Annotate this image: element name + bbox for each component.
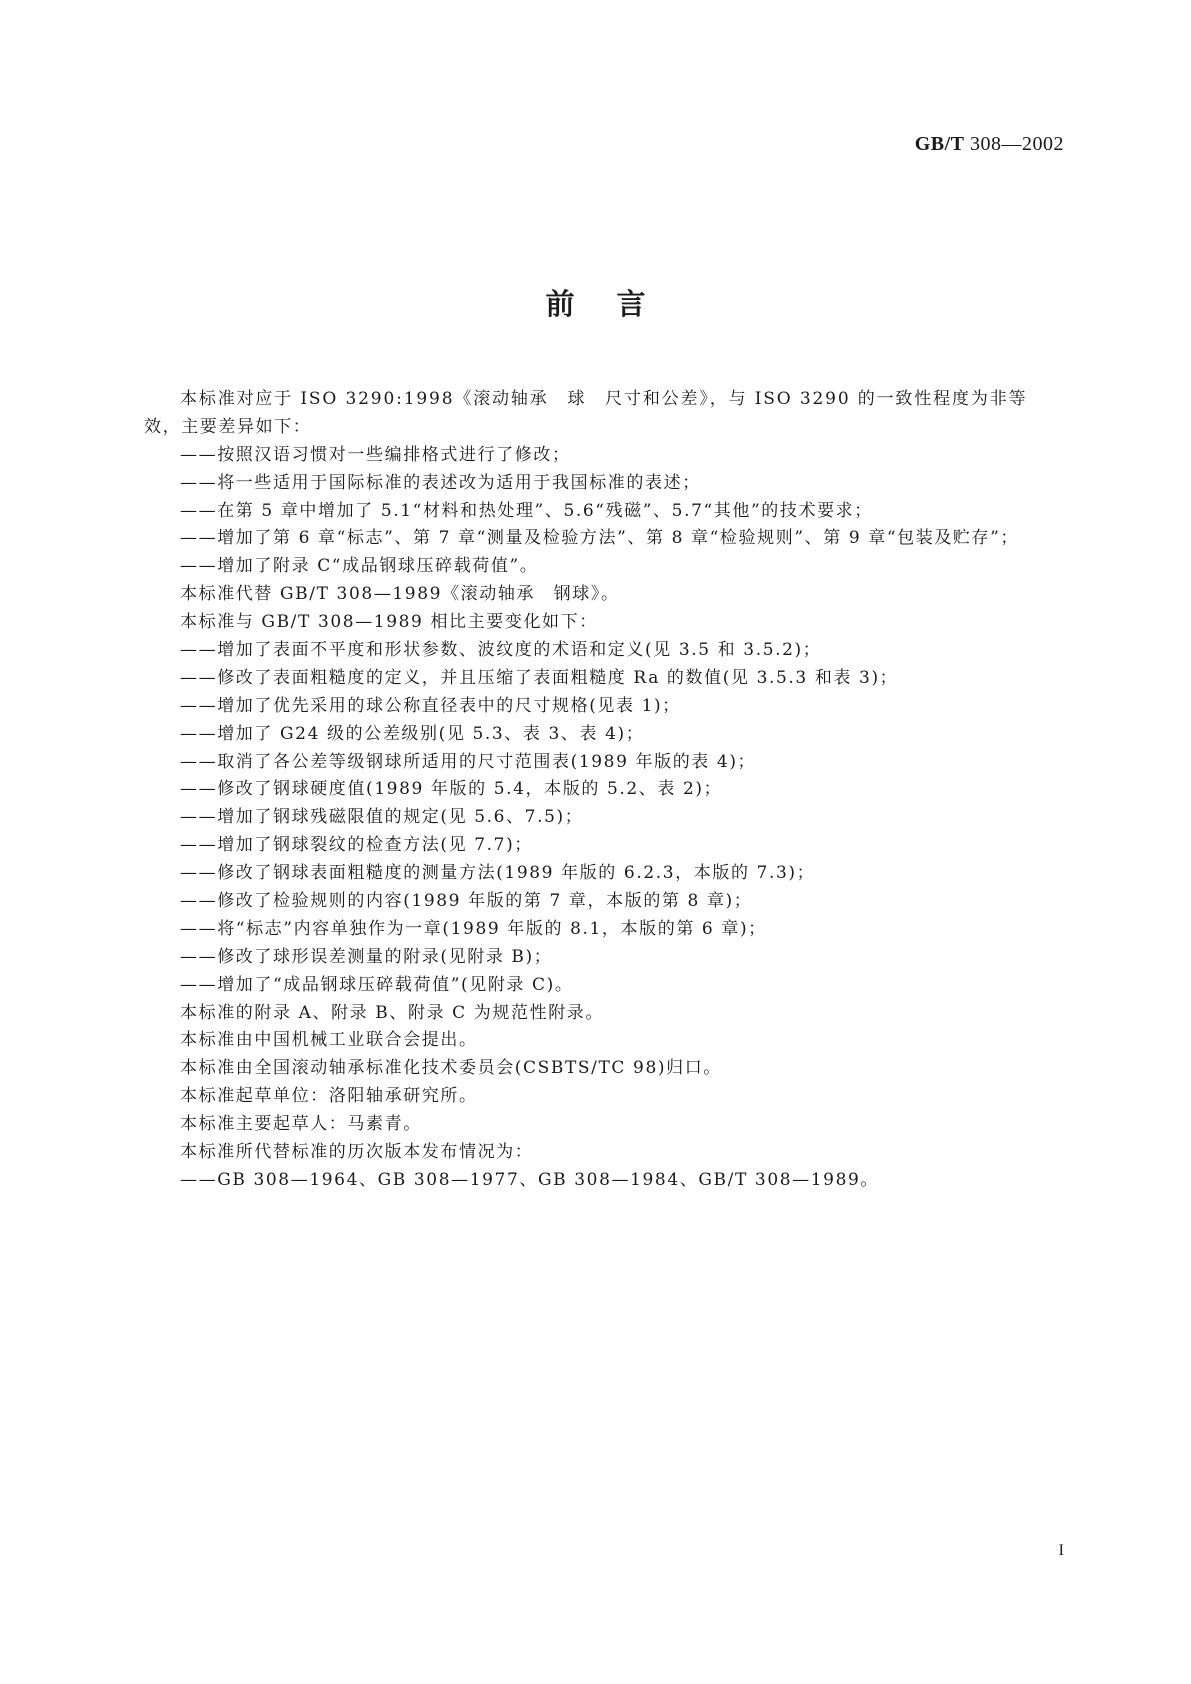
- list-item: ——修改了检验规则的内容(1989 年版的第 7 章，本版的第 8 章)；: [180, 891, 753, 912]
- list-item: ——增加了第 6 章“标志”、第 7 章“测量及检验方法”、第 8 章“检验规则”、第 9 章“包装及贮存”；: [180, 528, 1020, 549]
- paragraph-correspondence: 本标准对应于 ISO 3290:1998《滚动轴承 球 尺寸和公差》，与 ISO 3290 的一致性程度为非等: [180, 389, 1028, 409]
- document-code-number: 308—2002: [970, 133, 1064, 155]
- paragraph-proposer: 本标准由中国机械工业联合会提出。: [180, 1030, 478, 1051]
- list-item: ——将“标志”内容单独作为一章(1989 年版的 8.1，本版的第 6 章)；: [180, 918, 767, 939]
- document-code: [915, 133, 1064, 156]
- list-item: ——增加了钢球裂纹的检查方法(见 7.7)；: [180, 835, 533, 856]
- list-item: ——修改了钢球硬度值(1989 年版的 5.4，本版的 5.2、表 2)；: [180, 779, 723, 800]
- paragraph-drafting-unit: 本标准起草单位：洛阳轴承研究所。: [180, 1086, 478, 1107]
- list-item: ——修改了球形误差测量的附录(见附录 B)；: [180, 946, 553, 967]
- page-number: I: [1058, 1542, 1064, 1559]
- list-item: ——增加了钢球残磁限值的规定(见 5.6、7.5)；: [180, 807, 584, 828]
- paragraph-drafter: 本标准主要起草人：马素青。: [180, 1114, 422, 1135]
- list-item: ——取消了各公差等级钢球所适用的尺寸范围表(1989 年版的表 4)；: [180, 751, 757, 772]
- list-item: ——按照汉语习惯对一些编排格式进行了修改；: [180, 444, 571, 465]
- list-item: ——增加了 G24 级的公差级别(见 5.3、表 3、表 4)；: [180, 723, 645, 744]
- paragraph-history-intro: 本标准所代替标准的历次版本发布情况为：: [180, 1142, 534, 1163]
- list-item: ——增加了优先采用的球公称直径表中的尺寸规格(见表 1)；: [180, 695, 681, 716]
- list-item: ——GB 308—1964、GB 308—1977、GB 308—1984、GB/T 308—1989。: [180, 1169, 880, 1190]
- list-item: ——增加了表面不平度和形状参数、波纹度的术语和定义(见 3.5 和 3.5.2)；: [180, 640, 822, 661]
- paragraph-changes-intro: 本标准与 GB/T 308—1989 相比主要变化如下：: [180, 612, 598, 633]
- document-code-prefix: GB/T: [914, 133, 965, 155]
- paragraph-replacement: 本标准代替 GB/T 308—1989《滚动轴承 钢球》。: [180, 584, 620, 605]
- list-item: ——增加了附录 C“成品钢球压碎载荷值”。: [180, 556, 539, 577]
- list-item: ——修改了表面粗糙度的定义，并且压缩了表面粗糙度 Ra 的数值(见 3.5.3 和表 3)；: [180, 667, 899, 688]
- paragraph-correspondence-continued: 效，主要差异如下：: [144, 416, 312, 437]
- list-item: ——增加了“成品钢球压碎载荷值”(见附录 C)。: [180, 974, 574, 995]
- page-title: 前言: [545, 287, 688, 321]
- list-item: ——在第 5 章中增加了 5.1“材料和热处理”、5.6“残磁”、5.7“其他”的技术要求；: [180, 500, 873, 521]
- list-item: ——将一些适用于国际标准的表述改为适用于我国标准的表述；: [180, 472, 701, 493]
- list-item: ——修改了钢球表面粗糙度的测量方法(1989 年版的 6.2.3，本版的 7.3)；: [180, 863, 816, 884]
- paragraph-annexes: 本标准的附录 A、附录 B、附录 C 为规范性附录。: [180, 1002, 604, 1023]
- paragraph-committee: 本标准由全国滚动轴承标准化技术委员会(CSBTS/TC 98)归口。: [180, 1058, 722, 1079]
- foreword-body: [144, 386, 1068, 1195]
